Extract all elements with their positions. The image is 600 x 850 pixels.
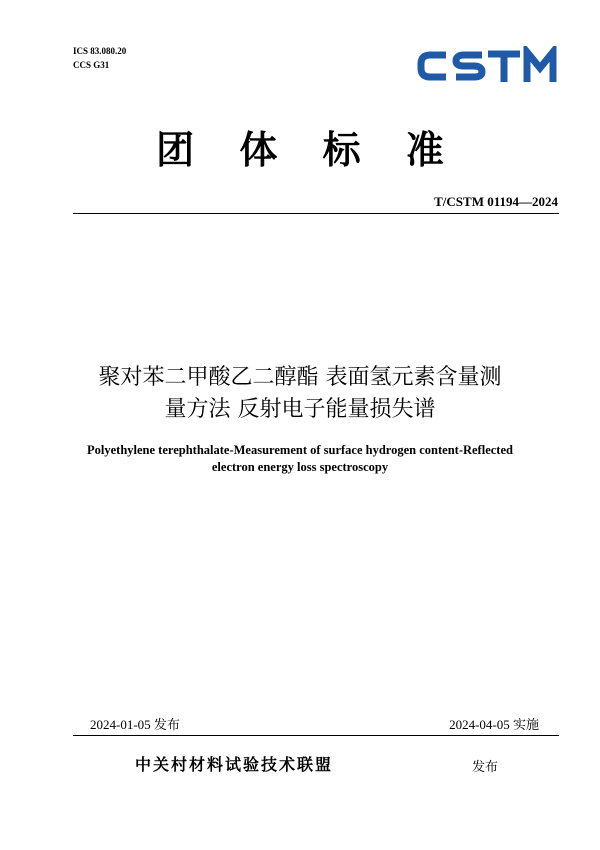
implement-date: 2024-04-05 实施: [449, 717, 539, 732]
logo-text: CSTM: [416, 46, 419, 47]
english-title: [0, 442, 600, 476]
footer-divider: [73, 735, 559, 736]
english-title-line-1: Polyethylene terephthalate-Measurement of surface hydrogen content-Reflected: [87, 443, 513, 457]
ics-code: ICS 83.080.20: [73, 46, 127, 56]
english-title-line-2: electron energy loss spectroscopy: [211, 460, 389, 474]
publish-date: 2024-01-05 发布: [90, 717, 180, 732]
header-divider: [73, 213, 559, 214]
document-type-heading: 团 体 标 准: [156, 127, 460, 172]
issuing-organization: 中关村材料试验技术联盟: [135, 755, 334, 774]
cstm-logo: [416, 46, 558, 86]
chinese-title-line-1: 聚对苯二甲酸乙二醇酯 表面氢元素含量测: [98, 365, 502, 390]
classification-codes: [73, 44, 126, 72]
standard-number: T/CSTM 01194—2024: [434, 194, 558, 209]
chinese-title: [0, 362, 600, 426]
ccs-code: CCS G31: [73, 60, 110, 70]
publish-label: 发布: [472, 760, 499, 775]
chinese-title-line-2: 量方法 反射电子能量损失谱: [164, 397, 436, 422]
